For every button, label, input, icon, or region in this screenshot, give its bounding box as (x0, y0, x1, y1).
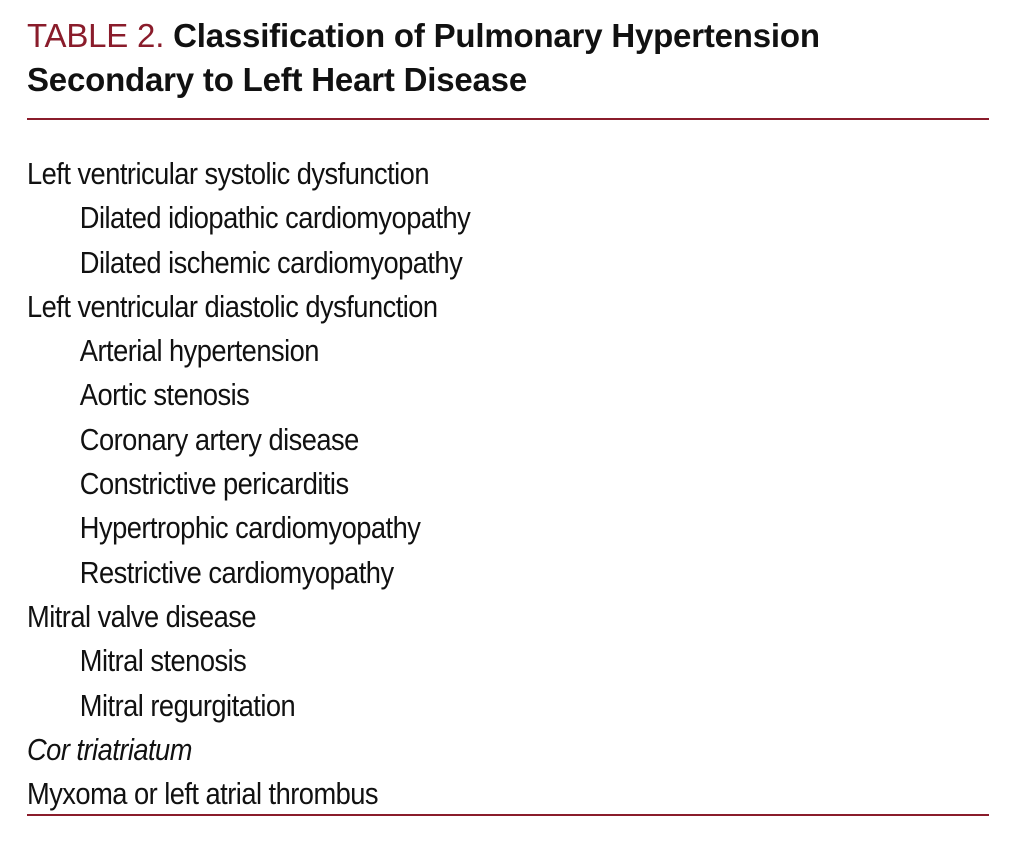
subcategory-item: Dilated ischemic cardiomyopathy (79, 244, 463, 280)
table-title (27, 14, 989, 102)
subcategory-item: Hypertrophic cardiomyopathy (79, 510, 421, 546)
subcategory-item: Constrictive pericarditis (79, 466, 349, 502)
table-number-label: TABLE 2. (27, 17, 165, 54)
category-item: Left ventricular systolic dysfunction (27, 156, 429, 191)
table-document (27, 14, 989, 812)
subcategory-item: Mitral stenosis (79, 643, 247, 679)
category-item: Myxoma or left atrial thrombus (27, 776, 379, 812)
category-item: Cor triatriatum (27, 731, 192, 767)
top-divider (27, 118, 989, 120)
classification-list (27, 152, 989, 816)
category-item: Mitral valve disease (27, 598, 257, 634)
table-title-line-1: Classification of Pulmonary Hypertension (173, 17, 820, 54)
table-title-line-2: Secondary to Left Heart Disease (27, 61, 527, 98)
subcategory-item: Mitral regurgitation (79, 687, 296, 723)
bottom-divider (27, 814, 989, 816)
subcategory-item: Aortic stenosis (79, 377, 250, 413)
subcategory-item: Dilated idiopathic cardiomyopathy (79, 200, 471, 236)
subcategory-item: Arterial hypertension (79, 333, 319, 369)
subcategory-item: Coronary artery disease (79, 421, 359, 457)
category-item: Left ventricular diastolic dysfunction (27, 288, 438, 324)
subcategory-item: Restrictive cardiomyopathy (79, 554, 394, 590)
